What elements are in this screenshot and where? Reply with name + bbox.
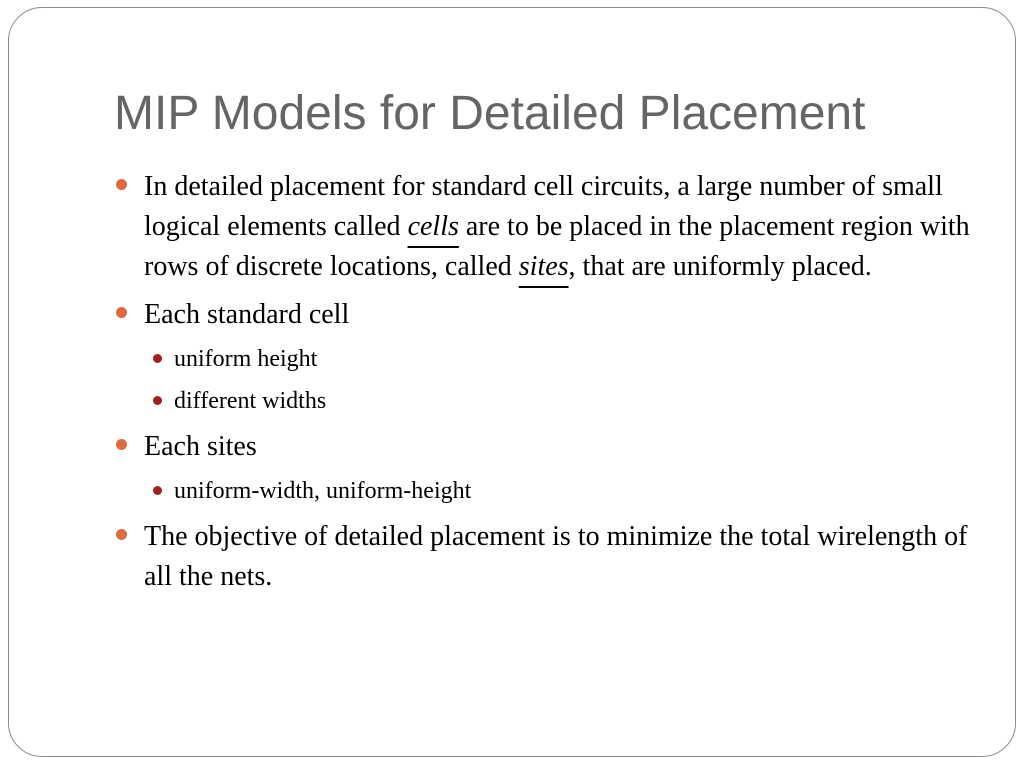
bullet-text: In detailed placement for standard cell circuits, a large number of small logical elements called <box>144 171 943 242</box>
bullet-text: , that are uniformly placed. <box>568 251 872 282</box>
bullet-dot-icon <box>116 179 127 190</box>
bullet-item-objective <box>114 517 974 597</box>
sub-bullet-item <box>114 475 974 507</box>
bullet-dot-icon <box>116 529 127 540</box>
slide-title: MIP Models for Detailed Placement <box>114 87 866 140</box>
sub-bullet-dot-icon <box>153 354 162 363</box>
bullet-text: Each sites <box>144 431 257 462</box>
bullet-item-standard-cell <box>114 295 974 335</box>
term-cells: cells <box>407 211 459 242</box>
bullet-dot-icon <box>116 439 127 450</box>
bullet-dot-icon <box>116 307 127 318</box>
bullet-text: The objective of detailed placement is to minimize the total wirelength of all the nets. <box>144 521 968 592</box>
term-sites: sites <box>518 251 569 282</box>
sub-bullet-text: uniform-width, uniform-height <box>174 478 472 504</box>
bullet-text: Each standard cell <box>144 299 350 330</box>
sub-bullet-text: uniform height <box>174 346 318 372</box>
bullet-item-sites <box>114 427 974 467</box>
sub-bullet-text: different widths <box>174 388 327 414</box>
slide-body <box>114 167 974 605</box>
sub-bullet-dot-icon <box>153 396 162 405</box>
sub-bullet-item <box>114 343 974 375</box>
bullet-text: are to be placed in the placement region with rows of discrete locations, called <box>144 211 970 282</box>
bullet-item-cells-sites <box>114 167 974 287</box>
sub-bullet-item <box>114 385 974 417</box>
sub-bullet-dot-icon <box>153 486 162 495</box>
